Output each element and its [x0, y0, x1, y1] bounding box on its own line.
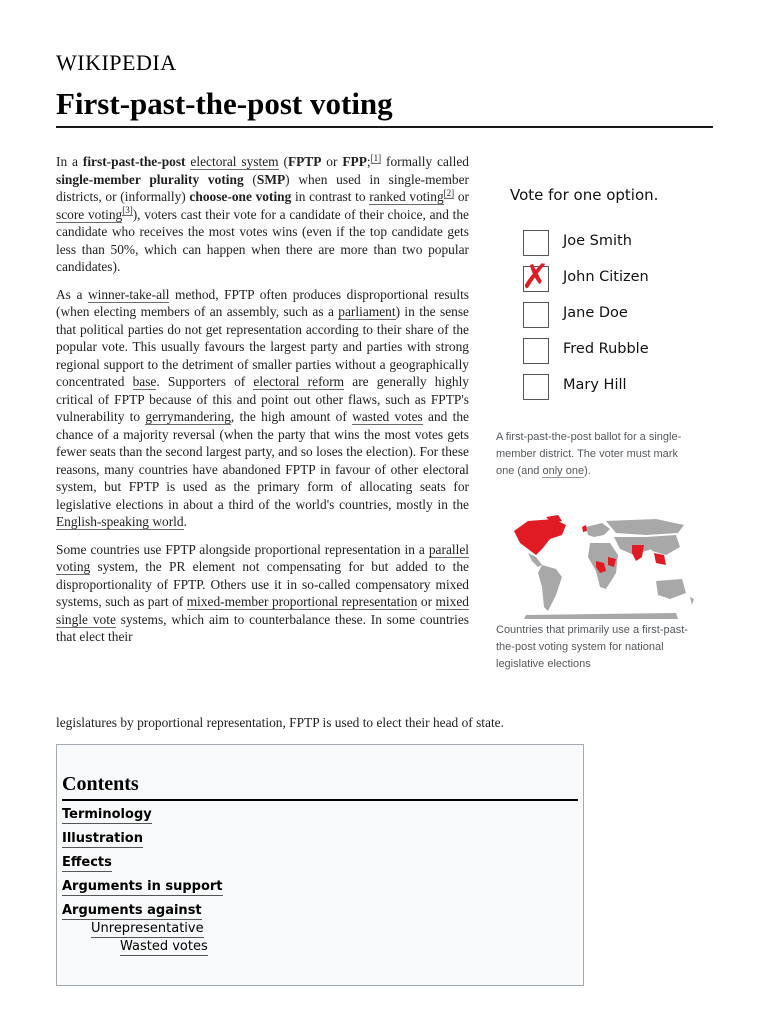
link-mixed-single-vote[interactable]: mixed single vote — [56, 594, 469, 627]
link-score-voting[interactable]: score voting — [56, 206, 123, 222]
candidate-name: Jane Doe — [563, 305, 628, 321]
paragraph-mixed-continued: legislatures by proportional representation, FPTP is used to elect their head of state. — [56, 715, 504, 730]
text: or — [454, 189, 469, 204]
link-only-one[interactable]: only one — [542, 465, 585, 477]
link-base[interactable]: base — [132, 374, 157, 389]
link-english-speaking-world[interactable]: English-speaking world — [56, 514, 184, 529]
text: . — [183, 514, 187, 529]
text: ( — [243, 171, 257, 187]
ballot-image[interactable] — [508, 186, 688, 406]
text: ( — [278, 154, 288, 169]
text: are generally highly critical of FPTP because of this and point out other flaws, such as FPTP's vulnerability to — [56, 374, 469, 424]
bold-term-choose-one: choose-one voting — [189, 189, 292, 204]
bold-abbrev-fptp: FPTP — [287, 154, 322, 169]
link-ranked-voting[interactable]: ranked voting — [369, 189, 444, 204]
citation-2[interactable]: [2] — [443, 187, 455, 198]
text: ). — [584, 465, 591, 477]
candidate-name: Fred Rubble — [563, 341, 649, 357]
link-mmp[interactable]: mixed-member proportional representation — [186, 594, 418, 609]
ballot-checkbox — [523, 374, 549, 400]
text: and the chance of a majority reversal (when the party that wins the most votes gets fewer seats than the second largest party, and so loses the election). For these reasons, many countries have abandoned FPTP in favour of other electoral system, but FPTP is used as the primary form of allocating seats for legislative elections in about a third of the world's countries, mostly in the — [56, 409, 469, 512]
citation-1[interactable]: [1] — [370, 152, 382, 163]
wikipedia-wordmark[interactable]: WIKIPEDIA — [56, 50, 177, 75]
link-electoral-reform[interactable]: electoral reform — [253, 374, 345, 389]
ballot-checkbox — [523, 230, 549, 256]
toc-item-effects[interactable]: Effects — [62, 855, 112, 870]
bold-abbrev-fpp: FPP — [342, 154, 367, 169]
text: ) in the sense that political parties do not get representation according to their share of the popular vote. This usually favours the largest party and parties with strong regional support to the detriment of smaller parties without a geographically concentrated — [56, 304, 470, 389]
text: ) when used in single-member districts, or (informally) — [56, 171, 469, 204]
paragraph-intro — [56, 153, 469, 276]
link-gerrymandering[interactable]: gerrymandering — [145, 409, 231, 424]
toc-item-unrepresentative[interactable]: Unrepresentative — [91, 921, 204, 936]
link-winner-take-all[interactable]: winner-take-all — [87, 286, 170, 302]
citation-3[interactable]: [3] — [122, 205, 133, 216]
text: . Supporters of — [156, 374, 254, 389]
ballot-caption — [496, 429, 696, 480]
map-caption: Countries that primarily use a first-past-the-post voting system for national legislative elections — [496, 624, 688, 670]
text: or — [417, 594, 436, 609]
text: formally called — [381, 154, 469, 169]
toc-item-terminology[interactable]: Terminology — [62, 807, 152, 822]
ballot-checkbox — [523, 338, 549, 364]
ballot-checkbox — [523, 302, 549, 328]
bold-term-smp: single-member plurality voting — [56, 171, 244, 187]
link-parliament[interactable]: parliament — [338, 304, 396, 319]
table-of-contents — [56, 744, 584, 986]
text: systems, which aim to counterbalance these. In some countries that elect their — [56, 611, 469, 644]
text: ; — [366, 154, 371, 169]
paragraph-mixed — [56, 541, 469, 646]
bold-term-fptp: first-past-the-post — [82, 154, 186, 169]
world-map-image[interactable] — [506, 515, 698, 619]
text: As a — [56, 286, 88, 302]
link-parallel-voting[interactable]: parallel voting — [56, 541, 469, 574]
text: method, FPTP often produces disproportional results (when electing members of an assembly, such as a — [56, 286, 469, 319]
text: ), voters cast their vote for a candidate of their choice, and the candidate who receives the most votes wins (even if the top candidate gets less than 50%, which can happen when there are more than two popular candidates). — [56, 206, 469, 274]
link-electoral-system[interactable]: electoral system — [190, 154, 279, 169]
article-body — [56, 153, 469, 656]
text: or — [321, 154, 343, 169]
toc-item-arguments-against[interactable]: Arguments against — [62, 903, 202, 918]
contents-divider — [62, 799, 578, 801]
text: in contrast to — [291, 189, 370, 204]
paragraph-effects — [56, 286, 469, 531]
bold-abbrev-smp: SMP — [256, 171, 286, 187]
text: system, the PR element not compensating for but added to the disproportionality of FPTP. Others use it in so-called compensatory mixed systems, such as part of — [56, 559, 469, 609]
toc-item-wasted-votes[interactable]: Wasted votes — [120, 939, 208, 954]
text: , the high amount of — [230, 409, 353, 424]
text: Some countries use FPTP alongside proportional representation in a — [56, 541, 429, 557]
text: In a — [56, 154, 83, 169]
candidate-name: John Citizen — [563, 269, 649, 285]
toc-item-illustration[interactable]: Illustration — [62, 831, 143, 846]
text: A first-past-the-post ballot for a single-member district. The voter must mark one (and — [496, 431, 682, 477]
contents-title: Contents — [62, 773, 139, 795]
title-divider — [56, 126, 713, 128]
page-title: First-past-the-post voting — [56, 86, 393, 121]
link-wasted-votes[interactable]: wasted votes — [352, 409, 423, 424]
x-mark-icon: ✗ — [521, 257, 550, 297]
candidate-name: Joe Smith — [563, 233, 632, 249]
toc-item-arguments-in-support[interactable]: Arguments in support — [62, 879, 223, 894]
ballot-heading: Vote for one option. — [510, 186, 659, 204]
candidate-name: Mary Hill — [563, 377, 627, 393]
